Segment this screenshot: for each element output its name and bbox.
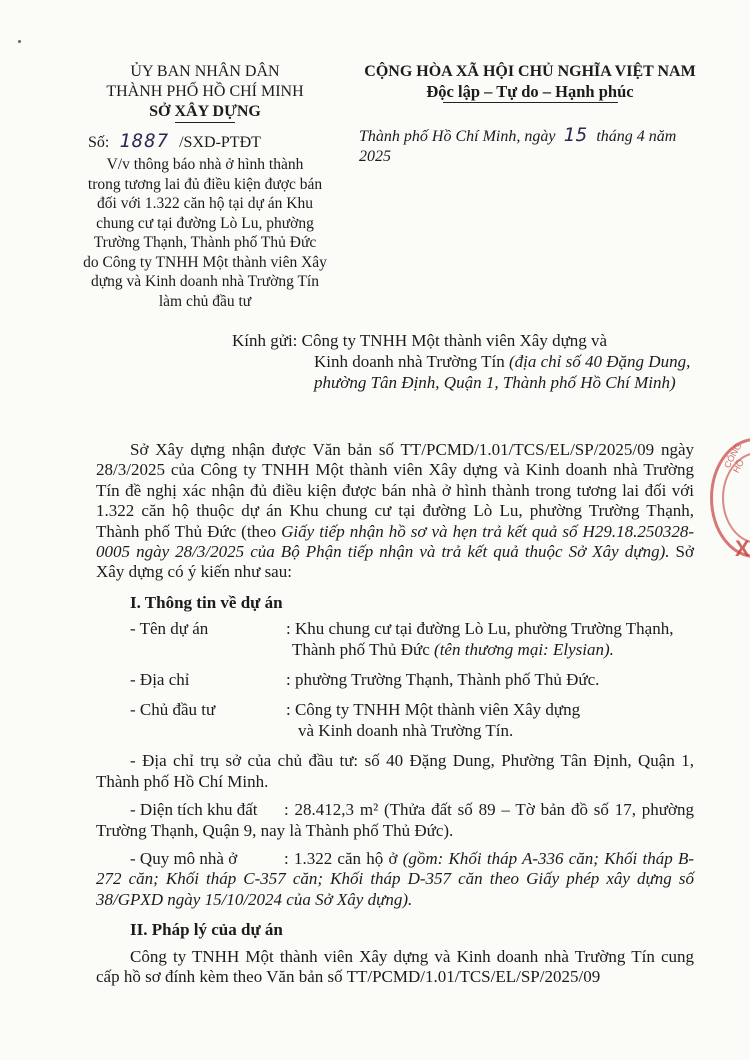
investor-line-2: và Kinh doanh nhà Trường Tín.: [298, 720, 514, 740]
field-label: - Địa chỉ: [130, 670, 190, 690]
project-name-line-2: [286, 640, 694, 660]
field-value: : phường Trường Thạnh, Thành phố Thủ Đức.: [286, 670, 600, 690]
stamp-text: CÔNG HỒ: [722, 441, 746, 475]
field-value: [286, 700, 694, 741]
legal-paragraph: Công ty TNHH Một thành viên Xây dựng và Kinh doanh nhà Trường Tín cung cấp hồ sơ đính kèm theo Văn bản số TT/PCMD/1.01/TCS/EL/SP/2025/09: [96, 946, 694, 986]
field-label: - Quy mô nhà ở: [130, 848, 238, 868]
field-label: - Tên dự án: [130, 619, 209, 639]
number-suffix: /SXD-PTĐT: [179, 134, 261, 151]
subject-line: dựng và Kinh doanh nhà Trường Tín: [91, 273, 319, 290]
field-label: - Diện tích khu đất: [130, 800, 258, 820]
field-label: - Chủ đầu tư: [130, 700, 216, 720]
field-value: : 28.412,3 m² (Thửa đất số 89 – Tờ bản đồ số 17, phường Trường Thạnh, Quận 9, nay là Thành phố Thủ Đức).: [96, 800, 694, 840]
recipient-address-start: (địa chỉ số 40 Đặng Dung,: [509, 352, 691, 371]
intro-closing: Sở Xây dựng có ý kiến như sau:: [96, 542, 694, 582]
document-subject: [70, 155, 340, 311]
hq-address-block: [96, 751, 694, 792]
document-body: [96, 440, 694, 987]
subject-line: chung cư tại đường Lò Lu, phường: [96, 214, 314, 232]
issue-date: [355, 125, 705, 167]
number-label: Số:: [88, 134, 110, 151]
national-motto: Độc lập – Tự do – Hạnh phúc: [426, 82, 634, 101]
recipient-address-end: phường Tân Định, Quận 1, Thành phố Hồ Chí Minh): [314, 373, 676, 392]
field-value: : 1.322 căn hộ ở: [284, 848, 403, 868]
date-prefix: Thành phố Hồ Chí Minh, ngày: [359, 128, 556, 145]
land-area-block: [96, 800, 694, 841]
recipient-company: Kinh doanh nhà Trường Tín: [314, 352, 509, 371]
address-row: [96, 670, 694, 690]
housing-scale-detail: (gồm: Khối tháp A-336 căn; Khối tháp B-272 căn; Khối tháp C-357 căn; Khối tháp D-357 căn theo Giấy phép xây dựng số 38/GPXD ngày 15/10/2024 của Sở Xây dựng).: [96, 848, 694, 909]
subject-line: đối với 1.322 căn hộ tại dự án Khu: [97, 195, 313, 212]
stamp-letter: X: [735, 536, 750, 561]
section-heading: II. Pháp lý của dự án: [130, 920, 283, 940]
nation-title: CỘNG HÒA XÃ HỘI CHỦ NGHĨA VIỆT NAM: [364, 63, 696, 80]
hq-address-text: - Địa chỉ trụ sở của chủ đầu tư: số 40 Đặng Dung, Phường Tân Định, Quận 1, Thành phố Hồ Chí Minh.: [96, 751, 694, 791]
date-suffix: tháng 4 năm 2025: [359, 128, 677, 165]
field-value: [286, 619, 694, 660]
department-name: SỞ XÂY DỰNG: [149, 103, 261, 120]
paper-speck: [18, 40, 21, 43]
housing-scale-text: [96, 849, 694, 910]
project-trade-name: (tên thương mại: Elysian).: [434, 639, 614, 659]
national-header-block: [355, 62, 705, 167]
investor-row: [96, 700, 694, 741]
subject-line: làm chủ đầu tư: [158, 292, 252, 310]
investor-line-1: : Công ty TNHH Một thành viên Xây dựng: [286, 700, 581, 720]
handwritten-number: 1887: [119, 130, 170, 152]
motto-underline: [443, 102, 618, 103]
recipient-line-2: [232, 351, 702, 372]
subject-line: do Công ty TNHH Một thành viên Xây: [83, 253, 327, 271]
housing-scale-block: [96, 849, 694, 910]
subject-line: trong tương lai đủ điều kiện được bán: [87, 175, 323, 193]
project-name-row: [96, 619, 694, 660]
subject-line: V/v thông báo nhà ở hình thành: [106, 156, 304, 173]
issuing-authority-block: [70, 62, 340, 311]
section-heading: I. Thông tin về dự án: [130, 592, 283, 612]
intro-reference: Giấy tiếp nhận hồ sơ và hẹn trả kết quả số H29.18.250328-0005 ngày 28/3/2025 của Bộ Phận tiếp nhận và trả kết quả thuộc Sở Xây dựng).: [96, 521, 694, 562]
project-name-line-1: : Khu chung cư tại đường Lò Lu, phường Trường Thạnh,: [286, 619, 674, 639]
recipient-block: [232, 330, 702, 393]
subject-line: Trường Thạnh, Thành phố Thủ Đức: [93, 234, 317, 251]
project-city: Thành phố Thủ Đức: [292, 639, 435, 659]
intro-paragraph: [96, 440, 694, 583]
intro-text: Sở Xây dựng nhận được Văn bản số TT/PCMD/1.01/TCS/EL/SP/2025/09 ngày 28/3/2025 của Công ty TNHH Một thành viên Xây dựng và Kinh doanh nhà Trường Tín đề nghị xác nhận đủ điều kiện được bán nhà ở hình thành trong tương lai đối với 1.322 căn hộ thuộc dự án Khu chung cư tại đường Lò Lu, phường Trường Thạnh, Thành phố Thủ Đức (theo: [96, 440, 694, 541]
handwritten-day: 15: [563, 124, 589, 146]
org-line-1: ỦY BAN NHÂN DÂN: [130, 63, 280, 80]
recipient-line-1: Kính gửi: Công ty TNHH Một thành viên Xây dựng và: [232, 331, 608, 350]
land-area-text: [96, 800, 694, 841]
department-underline: [175, 122, 235, 123]
org-line-2: THÀNH PHỐ HỒ CHÍ MINH: [106, 83, 304, 100]
document-number: [70, 131, 340, 153]
